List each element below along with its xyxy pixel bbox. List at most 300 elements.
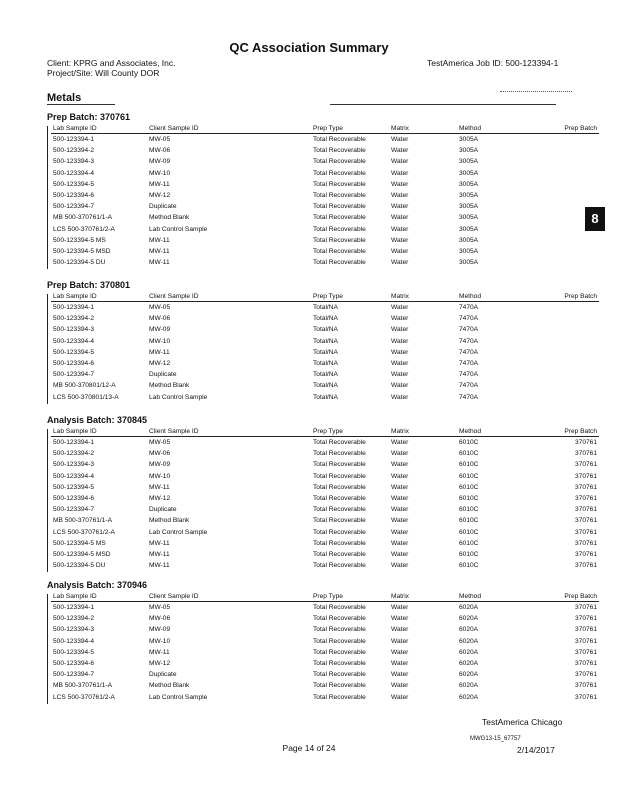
table-row <box>51 212 599 223</box>
table-row <box>51 380 599 391</box>
table-cell: 500-123394-5 MSD <box>53 550 111 558</box>
table-cell: LCS 500-370761/2-A <box>53 693 115 701</box>
table-cell: MW-10 <box>149 169 171 177</box>
table-cell: 500-123394-5 <box>53 648 95 656</box>
table-cell: Total Recoverable <box>313 506 366 514</box>
table-header-row <box>51 292 599 302</box>
table-row <box>51 527 599 538</box>
table-cell: Total Recoverable <box>313 439 366 447</box>
table-cell: Total Recoverable <box>313 192 366 200</box>
table-cell: Water <box>391 337 409 345</box>
table-cell: 7470A <box>459 360 479 368</box>
table-cell: 370761 <box>574 693 597 701</box>
table-row <box>51 692 599 703</box>
table-cell: 3005A <box>459 192 479 200</box>
table-cell: 500-123394-6 <box>53 192 95 200</box>
table-cell: MW-12 <box>149 192 171 200</box>
table-cell: 500-123394-5 DU <box>53 562 106 570</box>
batch-title: Prep Batch: 370801 <box>47 280 131 290</box>
table-cell: Lab Control Sample <box>149 393 208 401</box>
table-cell: 370761 <box>574 660 597 668</box>
table-cell: 500-123394-7 <box>53 203 95 211</box>
table-row <box>51 437 599 449</box>
table-cell: MW-11 <box>149 483 170 491</box>
table-cell: 500-123394-2 <box>53 615 95 623</box>
table-cell: Water <box>391 348 409 356</box>
table-cell: Total Recoverable <box>313 648 366 656</box>
column-header: Method <box>457 592 525 602</box>
table-cell: Total Recoverable <box>313 180 366 188</box>
table-cell: Water <box>391 315 409 323</box>
section-tab: 8 <box>585 207 605 231</box>
table-cell: 370761 <box>574 517 597 525</box>
table-cell: 500-123394-5 DU <box>53 259 106 267</box>
table-cell: Water <box>391 259 409 267</box>
table-cell: Total Recoverable <box>313 660 366 668</box>
table-row <box>51 636 599 647</box>
table-cell: Water <box>391 136 409 144</box>
table-cell: MW-05 <box>149 439 171 447</box>
table-cell: 6010C <box>459 562 479 570</box>
footer-lab: TestAmerica Chicago <box>482 717 563 727</box>
column-header: Lab Sample ID <box>51 124 147 134</box>
column-header: Prep Type <box>311 427 389 437</box>
table-cell: 500-123394-6 <box>53 660 95 668</box>
dotted-divider <box>500 91 572 92</box>
table-cell: Water <box>391 660 409 668</box>
column-header: Client Sample ID <box>147 124 311 134</box>
table-cell: Total Recoverable <box>313 539 366 547</box>
table-cell: Total Recoverable <box>313 562 366 570</box>
page-number: Page 14 of 24 <box>282 743 336 753</box>
table-cell: MW-11 <box>149 648 170 656</box>
table-row <box>51 549 599 560</box>
table-cell: MW-12 <box>149 360 171 368</box>
table-cell: Water <box>391 604 409 612</box>
table-row <box>51 392 599 403</box>
table-cell: Water <box>391 626 409 634</box>
table-cell: MW-06 <box>149 147 171 155</box>
table-cell: 6020A <box>459 604 479 612</box>
batch-section <box>47 580 597 703</box>
table-row <box>51 190 599 201</box>
table-cell: 370761 <box>574 637 597 645</box>
table-cell: Total Recoverable <box>313 147 366 155</box>
table-cell: Water <box>391 393 409 401</box>
table-cell <box>525 257 599 268</box>
table-cell: 3005A <box>459 259 479 267</box>
table-cell: 500-123394-7 <box>53 671 95 679</box>
table-cell: 3005A <box>459 247 479 255</box>
table-cell: 500-123394-4 <box>53 337 95 345</box>
table-cell: 3005A <box>459 203 479 211</box>
table-cell: Total/NA <box>313 348 338 356</box>
table-row <box>51 493 599 504</box>
table-row <box>51 459 599 470</box>
table-row <box>51 482 599 493</box>
table-left-rule <box>47 294 48 404</box>
table-cell: Lab Control Sample <box>149 225 208 233</box>
table-cell: Method Blank <box>149 214 190 222</box>
table-cell <box>525 235 599 246</box>
table-cell <box>525 179 599 190</box>
table-cell: Total Recoverable <box>313 682 366 690</box>
table-cell: MW-12 <box>149 495 171 503</box>
table-cell: MW-06 <box>149 450 171 458</box>
table-header-row <box>51 427 599 437</box>
table-cell: 370761 <box>574 495 597 503</box>
table-cell: Water <box>391 648 409 656</box>
table-row <box>51 613 599 624</box>
table-cell: 7470A <box>459 371 479 379</box>
table-cell <box>525 336 599 347</box>
table-row <box>51 669 599 680</box>
table-cell: Method Blank <box>149 517 190 525</box>
table-cell: 6010C <box>459 461 479 469</box>
table-left-rule <box>47 594 48 704</box>
table-cell: Water <box>391 517 409 525</box>
table-row <box>51 624 599 635</box>
batch-section <box>47 415 597 571</box>
table-cell: 6010C <box>459 439 479 447</box>
column-header: Prep Type <box>311 124 389 134</box>
table-cell: Water <box>391 203 409 211</box>
table-cell: MW-06 <box>149 315 171 323</box>
table-cell: Water <box>391 506 409 514</box>
column-header: Prep Batch <box>525 292 599 302</box>
table-cell: Total/NA <box>313 315 338 323</box>
table-row <box>51 134 599 146</box>
table-cell: 370761 <box>574 604 597 612</box>
table-cell: 370761 <box>574 439 597 447</box>
table-cell <box>525 380 599 391</box>
table-cell <box>525 358 599 369</box>
table-row <box>51 358 599 369</box>
table-cell: LCS 500-370761/2-A <box>53 528 115 536</box>
table-cell <box>525 369 599 380</box>
table-cell: 500-123394-5 <box>53 348 95 356</box>
batch-table <box>51 124 599 268</box>
table-cell: 500-123394-6 <box>53 360 95 368</box>
table-cell: Lab Control Sample <box>149 528 208 536</box>
table-cell: Total Recoverable <box>313 671 366 679</box>
table-cell: Total/NA <box>313 360 338 368</box>
table-row <box>51 504 599 515</box>
job-id: TestAmerica Job ID: 500-123394-1 <box>427 58 559 68</box>
table-cell: Total Recoverable <box>313 214 366 222</box>
section-underline <box>47 104 115 105</box>
table-cell: Water <box>391 371 409 379</box>
table-cell: Water <box>391 495 409 503</box>
column-header: Lab Sample ID <box>51 292 147 302</box>
table-cell: 3005A <box>459 225 479 233</box>
table-cell: 500-123394-3 <box>53 461 95 469</box>
table-cell: Total Recoverable <box>313 203 366 211</box>
table-row <box>51 448 599 459</box>
table-cell: 3005A <box>459 158 479 166</box>
table-cell: 370761 <box>574 562 597 570</box>
table-cell: Total Recoverable <box>313 450 366 458</box>
table-cell <box>525 201 599 212</box>
column-header: Lab Sample ID <box>51 592 147 602</box>
table-cell: MW-06 <box>149 615 171 623</box>
table-row <box>51 257 599 268</box>
table-cell: Total/NA <box>313 393 338 401</box>
table-cell <box>525 313 599 324</box>
table-cell: Duplicate <box>149 371 177 379</box>
batch-section <box>47 280 597 403</box>
table-row <box>51 235 599 246</box>
column-header: Matrix <box>389 427 457 437</box>
table-cell <box>525 212 599 223</box>
table-cell: 6010C <box>459 495 479 503</box>
table-cell: MW-10 <box>149 472 171 480</box>
table-row <box>51 369 599 380</box>
table-cell: 6020A <box>459 637 479 645</box>
table-cell: 3005A <box>459 169 479 177</box>
table-cell: MB 500-370761/1-A <box>53 214 113 222</box>
table-cell: 3005A <box>459 147 479 155</box>
table-cell: 3005A <box>459 180 479 188</box>
table-cell: 7470A <box>459 348 479 356</box>
table-cell: 500-123394-1 <box>53 136 95 144</box>
column-header: Method <box>457 427 525 437</box>
table-cell: 500-123394-7 <box>53 506 95 514</box>
table-row <box>51 246 599 257</box>
table-cell: Water <box>391 461 409 469</box>
table-cell: MW-10 <box>149 637 171 645</box>
table-cell: Total/NA <box>313 326 338 334</box>
table-cell: Water <box>391 180 409 188</box>
batch-table <box>51 292 599 403</box>
table-cell: 7470A <box>459 337 479 345</box>
table-cell: MW-09 <box>149 158 171 166</box>
table-cell: Water <box>391 562 409 570</box>
batch-title: Analysis Batch: 370845 <box>47 415 148 425</box>
table-cell: MW-11 <box>149 539 170 547</box>
table-cell: 6020A <box>459 682 479 690</box>
table-cell: MW-11 <box>149 348 170 356</box>
table-cell: 370761 <box>574 483 597 491</box>
table-cell: 7470A <box>459 315 479 323</box>
table-cell: Total Recoverable <box>313 528 366 536</box>
table-row <box>51 302 599 314</box>
table-row <box>51 201 599 212</box>
table-cell: Total/NA <box>313 337 338 345</box>
table-cell: 370761 <box>574 626 597 634</box>
table-cell: MW-11 <box>149 180 170 188</box>
table-cell: Water <box>391 360 409 368</box>
table-cell: MW-09 <box>149 626 171 634</box>
table-cell: 500-123394-4 <box>53 169 95 177</box>
column-header: Lab Sample ID <box>51 427 147 437</box>
table-cell: Method Blank <box>149 382 190 390</box>
table-row <box>51 658 599 669</box>
table-cell: Duplicate <box>149 203 177 211</box>
table-cell: Water <box>391 214 409 222</box>
table-cell: MW-10 <box>149 337 171 345</box>
batch-table <box>51 427 599 571</box>
table-header-row <box>51 124 599 134</box>
table-cell: Total Recoverable <box>313 550 366 558</box>
table-cell: 370761 <box>574 539 597 547</box>
table-cell: MW-05 <box>149 604 171 612</box>
table-cell: 6020A <box>459 693 479 701</box>
table-cell: 6010C <box>459 450 479 458</box>
column-header: Method <box>457 292 525 302</box>
table-cell: Total Recoverable <box>313 483 366 491</box>
table-cell: 500-123394-1 <box>53 439 95 447</box>
table-cell: 6020A <box>459 660 479 668</box>
table-cell: 6020A <box>459 648 479 656</box>
table-cell: 370761 <box>574 461 597 469</box>
table-cell: 6010C <box>459 550 479 558</box>
table-cell: 370761 <box>574 648 597 656</box>
table-cell <box>525 347 599 358</box>
column-header: Client Sample ID <box>147 427 311 437</box>
table-cell: Total/NA <box>313 371 338 379</box>
table-cell: 500-123394-3 <box>53 326 95 334</box>
table-cell: Water <box>391 158 409 166</box>
table-cell <box>525 392 599 403</box>
table-cell: 3005A <box>459 214 479 222</box>
table-cell <box>525 302 599 314</box>
table-cell: 500-123394-4 <box>53 472 95 480</box>
table-cell: Water <box>391 550 409 558</box>
table-cell: Total Recoverable <box>313 236 366 244</box>
table-cell: Total Recoverable <box>313 637 366 645</box>
table-cell: 6010C <box>459 483 479 491</box>
table-cell <box>525 246 599 257</box>
table-cell: Total/NA <box>313 304 338 312</box>
table-cell: 500-123394-4 <box>53 637 95 645</box>
table-cell: MW-09 <box>149 461 171 469</box>
table-cell: 370761 <box>574 615 597 623</box>
table-cell: 500-123394-5 <box>53 180 95 188</box>
table-cell: Total Recoverable <box>313 615 366 623</box>
footer-date: 2/14/2017 <box>517 745 555 755</box>
column-header: Matrix <box>389 124 457 134</box>
table-cell: Water <box>391 236 409 244</box>
table-cell: Total Recoverable <box>313 693 366 701</box>
table-cell: MW-11 <box>149 550 170 558</box>
table-cell: 500-123394-3 <box>53 626 95 634</box>
table-cell: Lab Control Sample <box>149 693 208 701</box>
table-cell: MW-09 <box>149 326 171 334</box>
table-cell: MW-11 <box>149 562 170 570</box>
table-row <box>51 602 599 614</box>
table-cell: 500-123394-5 MSD <box>53 247 111 255</box>
table-cell: Total Recoverable <box>313 136 366 144</box>
batch-title: Prep Batch: 370761 <box>47 112 131 122</box>
table-cell: 3005A <box>459 136 479 144</box>
table-cell <box>525 190 599 201</box>
table-cell: 500-123394-2 <box>53 450 95 458</box>
table-cell: 6010C <box>459 528 479 536</box>
table-cell: MB 500-370761/1-A <box>53 517 113 525</box>
table-cell: MW-05 <box>149 304 171 312</box>
table-cell: Water <box>391 247 409 255</box>
footer-code: MWG13-15_67757 <box>470 736 521 742</box>
table-cell: 7470A <box>459 304 479 312</box>
table-cell: MW-05 <box>149 136 171 144</box>
table-cell: Water <box>391 483 409 491</box>
table-cell: Duplicate <box>149 671 177 679</box>
table-cell: Water <box>391 147 409 155</box>
column-header: Prep Type <box>311 292 389 302</box>
table-cell: 7470A <box>459 326 479 334</box>
table-cell: Water <box>391 326 409 334</box>
table-cell: 370761 <box>574 472 597 480</box>
table-row <box>51 224 599 235</box>
batch-title: Analysis Batch: 370946 <box>47 580 148 590</box>
table-cell: Total Recoverable <box>313 626 366 634</box>
table-row <box>51 680 599 691</box>
section-title: Metals <box>47 92 82 104</box>
table-cell: 500-123394-7 <box>53 371 95 379</box>
table-left-rule <box>47 126 48 269</box>
table-cell: Water <box>391 304 409 312</box>
table-cell: Total Recoverable <box>313 169 366 177</box>
batch-section <box>47 112 597 268</box>
table-row <box>51 471 599 482</box>
table-cell: Total Recoverable <box>313 495 366 503</box>
table-cell: Water <box>391 169 409 177</box>
table-cell: 500-123394-5 MS <box>53 539 106 547</box>
table-cell: MW-12 <box>149 660 171 668</box>
table-cell: 500-123394-2 <box>53 147 95 155</box>
table-cell: 3005A <box>459 236 479 244</box>
table-cell: MW-11 <box>149 236 170 244</box>
table-cell: Water <box>391 615 409 623</box>
table-cell: Total Recoverable <box>313 225 366 233</box>
table-header-row <box>51 592 599 602</box>
table-cell: 6020A <box>459 615 479 623</box>
column-header: Prep Batch <box>525 124 599 134</box>
batch-table <box>51 592 599 703</box>
table-row <box>51 647 599 658</box>
table-cell: 7470A <box>459 393 479 401</box>
table-cell: Water <box>391 539 409 547</box>
table-row <box>51 324 599 335</box>
table-cell: Total Recoverable <box>313 259 366 267</box>
table-cell: Water <box>391 382 409 390</box>
table-cell: MB 500-370761/1-A <box>53 682 113 690</box>
table-cell: 370761 <box>574 450 597 458</box>
table-cell: Water <box>391 682 409 690</box>
column-header: Prep Batch <box>525 427 599 437</box>
table-cell: 500-123394-6 <box>53 495 95 503</box>
table-cell <box>525 134 599 146</box>
table-cell: 370761 <box>574 528 597 536</box>
table-cell: 500-123394-5 MS <box>53 236 106 244</box>
table-cell: Water <box>391 225 409 233</box>
table-row <box>51 168 599 179</box>
table-cell: Total Recoverable <box>313 461 366 469</box>
table-row <box>51 538 599 549</box>
table-cell: 370761 <box>574 550 597 558</box>
page-title: QC Association Summary <box>229 40 389 55</box>
table-cell: Water <box>391 192 409 200</box>
table-cell: Water <box>391 637 409 645</box>
table-cell: Water <box>391 693 409 701</box>
table-cell: MW-11 <box>149 259 170 267</box>
table-row <box>51 336 599 347</box>
table-cell: Total Recoverable <box>313 604 366 612</box>
table-cell: 370761 <box>574 682 597 690</box>
table-cell: Water <box>391 671 409 679</box>
table-row <box>51 156 599 167</box>
